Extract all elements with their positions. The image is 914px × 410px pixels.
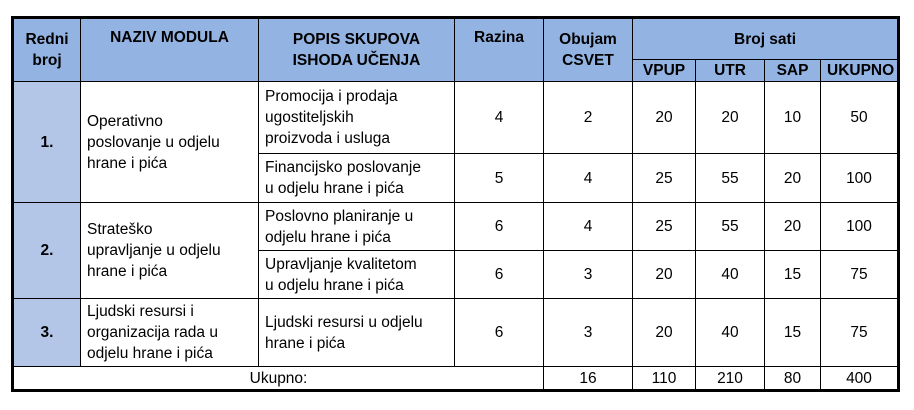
header-vpup: VPUP (633, 60, 696, 82)
header-redni-broj (13, 18, 81, 82)
header-broj-sati: Broj sati (633, 18, 899, 60)
header-utr: UTR (696, 60, 765, 82)
header-obujam-line-1: Obujam (559, 31, 617, 48)
utr-cell: 55 (696, 154, 765, 203)
outcome-name (259, 82, 455, 154)
ukupno-cell: 75 (821, 299, 899, 367)
utr-cell: 55 (696, 203, 765, 251)
module-number: 1. (13, 82, 81, 203)
obujam-cell: 2 (544, 82, 633, 154)
module-number: 2. (13, 203, 81, 299)
header-obujam-line-2: CSVET (562, 52, 614, 69)
table-row (13, 82, 899, 154)
sap-cell: 15 (765, 251, 821, 299)
outcome-name-line: Promocija i prodaja (265, 88, 398, 105)
sap-cell: 20 (765, 203, 821, 251)
razina-cell: 6 (455, 203, 544, 251)
obujam-cell: 4 (544, 154, 633, 203)
totals-ukupno: 400 (821, 367, 899, 391)
obujam-cell: 3 (544, 251, 633, 299)
module-name (81, 299, 259, 367)
outcome-name (259, 299, 455, 367)
header-redni-line-1: Redni (25, 31, 69, 48)
outcome-name (259, 203, 455, 251)
header-naziv-text: NAZIV MODULA (110, 29, 229, 46)
header-razina-text: Razina (474, 29, 524, 46)
module-name-line: odjelu hrane i pića (87, 345, 213, 362)
outcome-name (259, 154, 455, 203)
module-name-line: Operativno (87, 112, 163, 130)
module-name-line: upravljanje u odjelu (87, 242, 221, 259)
razina-cell: 6 (455, 299, 544, 367)
outcome-name-line: Upravljanje kvalitetom (265, 255, 417, 273)
outcome-name (259, 251, 455, 299)
totals-sap: 80 (765, 367, 821, 391)
razina-cell: 5 (455, 154, 544, 203)
header-redni-line-2: broj (32, 52, 62, 69)
outcome-name-line: u odjelu hrane i pića (265, 276, 404, 294)
outcome-name-line: Ljudski resursi u odjelu (265, 313, 423, 331)
obujam-cell: 4 (544, 203, 633, 251)
module-name-line: organizacija rada u (87, 324, 218, 341)
sap-cell: 20 (765, 154, 821, 203)
table-container (11, 16, 897, 392)
module-name-line: Strateško (87, 221, 153, 238)
obujam-cell: 3 (544, 299, 633, 367)
module-number: 3. (13, 299, 81, 367)
totals-utr: 210 (696, 367, 765, 391)
module-name-line: poslovanje u odjelu (87, 133, 220, 151)
totals-obujam: 16 (544, 367, 633, 391)
header-ukupno: UKUPNO (821, 60, 899, 82)
header-popis-line-2: ISHODA UČENJA (292, 52, 421, 69)
utr-cell: 20 (696, 82, 765, 154)
table-row (13, 203, 899, 251)
module-name (81, 82, 259, 203)
ukupno-cell: 100 (821, 154, 899, 203)
outcome-name-line: proizvoda i usluga (265, 130, 390, 147)
header-razina (455, 18, 544, 82)
outcome-name-line: u odjelu hrane i pića (265, 180, 404, 197)
utr-cell: 40 (696, 299, 765, 367)
module-name-line: Ljudski resursi i (87, 303, 194, 320)
vpup-cell: 25 (633, 154, 696, 203)
module-name-line: hrane i pića (87, 154, 168, 172)
module-name (81, 203, 259, 299)
header-popis-skupova (259, 18, 455, 82)
totals-label: Ukupno: (13, 367, 544, 391)
header-obujam (544, 18, 633, 82)
outcome-name-line: ugostiteljskih (265, 109, 354, 126)
totals-vpup: 110 (633, 367, 696, 391)
ukupno-cell: 100 (821, 203, 899, 251)
outcome-name-line: hrane i pića (265, 334, 346, 352)
totals-row (13, 367, 899, 391)
vpup-cell: 20 (633, 299, 696, 367)
razina-cell: 6 (455, 251, 544, 299)
header-naziv-modula (81, 18, 259, 82)
vpup-cell: 20 (633, 251, 696, 299)
sap-cell: 10 (765, 82, 821, 154)
sap-cell: 15 (765, 299, 821, 367)
utr-cell: 40 (696, 251, 765, 299)
header-popis-line-1: POPIS SKUPOVA (292, 31, 421, 48)
outcome-name-line: Financijsko poslovanje (265, 159, 421, 176)
outcome-name-line: odjelu hrane i pića (265, 228, 391, 246)
curriculum-table (11, 16, 900, 392)
razina-cell: 4 (455, 82, 544, 154)
vpup-cell: 25 (633, 203, 696, 251)
table-row (13, 299, 899, 367)
ukupno-cell: 75 (821, 251, 899, 299)
header-sap: SAP (765, 60, 821, 82)
module-name-line: hrane i pića (87, 263, 168, 280)
header-row-1 (13, 18, 899, 60)
ukupno-cell: 50 (821, 82, 899, 154)
vpup-cell: 20 (633, 82, 696, 154)
outcome-name-line: Poslovno planiranje u (265, 207, 414, 225)
